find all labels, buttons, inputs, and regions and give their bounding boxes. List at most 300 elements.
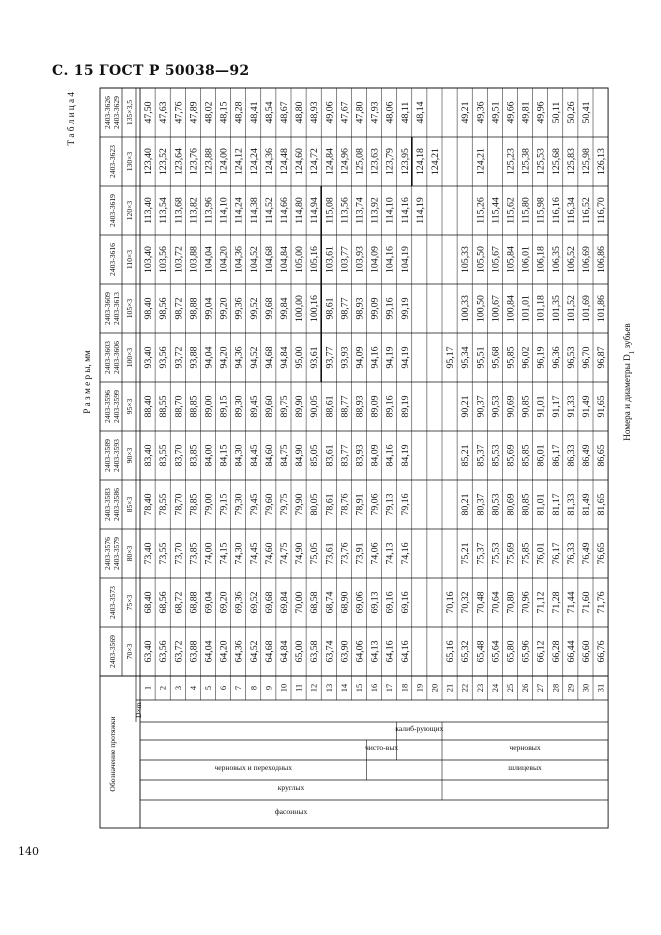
table-cell: 69,52 bbox=[248, 591, 260, 614]
table-cell: 124,21 bbox=[475, 148, 487, 175]
table-cell: 99,09 bbox=[369, 297, 381, 320]
column-size: 75×3 bbox=[125, 594, 134, 611]
table-cell: 123,52 bbox=[158, 148, 170, 175]
table-cell: 79,30 bbox=[233, 493, 245, 516]
column-code: 2403-3616 bbox=[108, 243, 117, 276]
table-cell: 71,28 bbox=[550, 591, 562, 614]
column-code: 2403-3569 bbox=[108, 635, 117, 668]
table-cell: 104,04 bbox=[203, 246, 215, 273]
table-cell: 69,68 bbox=[263, 591, 275, 614]
column-code: 2403-3606 bbox=[112, 341, 121, 374]
table-cell: 74,60 bbox=[263, 542, 275, 565]
table-cell: 74,75 bbox=[278, 542, 290, 565]
table-cell: 94,68 bbox=[263, 346, 275, 369]
table-cell: 66,60 bbox=[580, 640, 592, 663]
table-cell: 94,36 bbox=[233, 346, 245, 369]
table-cell: 78,91 bbox=[354, 493, 366, 516]
table-cell: 93,40 bbox=[143, 346, 155, 369]
column-size: 95×3 bbox=[125, 398, 134, 415]
table-cell: 125,23 bbox=[505, 148, 517, 175]
table-cell: 99,16 bbox=[384, 297, 396, 320]
table-cell: 83,77 bbox=[339, 444, 351, 467]
table-cell: 125,08 bbox=[354, 148, 366, 175]
table-cell: 70,00 bbox=[294, 591, 306, 614]
table-cell: 104,20 bbox=[218, 246, 230, 273]
table-cell: 75,53 bbox=[490, 542, 502, 565]
table-cell: 94,04 bbox=[203, 346, 215, 369]
table-cell: 99,04 bbox=[203, 297, 215, 320]
table-cell: 114,80 bbox=[294, 197, 306, 224]
table-cell: 125,38 bbox=[520, 148, 532, 175]
table-cell: 65,48 bbox=[475, 640, 487, 663]
table-cell: 84,60 bbox=[263, 444, 275, 467]
table-cell: 99,36 bbox=[233, 297, 245, 320]
table-cell: 96,87 bbox=[596, 346, 608, 369]
table-cell: 95,85 bbox=[505, 346, 517, 369]
table-cell: 83,55 bbox=[158, 444, 170, 467]
table-cell: 100,50 bbox=[475, 295, 487, 322]
table-cell: 98,93 bbox=[354, 297, 366, 320]
table-cell: 104,52 bbox=[248, 246, 260, 273]
table-cell: 66,28 bbox=[550, 640, 562, 663]
table-cell: 69,06 bbox=[354, 591, 366, 614]
table-cell: 115,08 bbox=[324, 197, 336, 224]
row-number: 11 bbox=[294, 683, 304, 693]
column-code: 2403-3586 bbox=[112, 488, 121, 521]
table-cell: 125,83 bbox=[565, 148, 577, 175]
table-cell: 96,36 bbox=[550, 346, 562, 369]
table-cell: 78,40 bbox=[143, 493, 155, 516]
table-cell: 63,74 bbox=[324, 640, 336, 663]
table-cell: 124,00 bbox=[218, 148, 230, 175]
row-number: 20 bbox=[430, 683, 440, 693]
table-cell: 70,32 bbox=[460, 591, 472, 614]
table-cell: 104,16 bbox=[384, 246, 396, 273]
table-cell: 104,19 bbox=[399, 246, 411, 273]
table-cell: 106,52 bbox=[565, 246, 577, 273]
column-size: 105×3 bbox=[125, 298, 134, 319]
table-cell: 96,19 bbox=[535, 346, 547, 369]
side-label: Номера и диаметры $D_1$ зубьев bbox=[622, 323, 637, 441]
table-cell: 114,52 bbox=[263, 197, 275, 224]
table-cell: 74,16 bbox=[399, 542, 411, 565]
table-cell: 75,05 bbox=[309, 542, 321, 565]
table-cell: 116,70 bbox=[596, 197, 608, 224]
table-cell: 83,85 bbox=[188, 444, 200, 467]
table-cell: 83,93 bbox=[354, 444, 366, 467]
table-cell: 78,70 bbox=[173, 493, 185, 516]
column-code: 2403-3593 bbox=[112, 439, 121, 472]
table-cell: 79,75 bbox=[278, 493, 290, 516]
table-cell: 69,04 bbox=[203, 591, 215, 614]
table-cell: 63,72 bbox=[173, 640, 185, 663]
table-cell: 113,74 bbox=[354, 197, 366, 224]
table-cell: 63,40 bbox=[143, 640, 155, 663]
table-cell: 104,84 bbox=[278, 246, 290, 273]
table-cell: 99,19 bbox=[399, 297, 411, 320]
table-cell: 48,11 bbox=[399, 101, 411, 124]
table-cell: 124,36 bbox=[263, 148, 275, 175]
table-cell: 123,76 bbox=[188, 148, 200, 175]
table-cell: 90,05 bbox=[309, 395, 321, 418]
table-cell: 74,06 bbox=[369, 542, 381, 565]
table-cell: 63,88 bbox=[188, 640, 200, 663]
table-cell: 84,00 bbox=[203, 444, 215, 467]
column-code: 2403-3629 bbox=[112, 96, 121, 129]
table-cell: 48,67 bbox=[278, 101, 290, 124]
table-cell: 65,64 bbox=[490, 640, 502, 663]
table-cell: 70,80 bbox=[505, 591, 517, 614]
table-cell: 86,49 bbox=[580, 444, 592, 467]
row-number: 2 bbox=[158, 685, 168, 691]
table-cell: 48,06 bbox=[384, 101, 396, 124]
table-cell: 48,15 bbox=[218, 101, 230, 124]
table-cell: 93,93 bbox=[339, 346, 351, 369]
table-cell: 74,90 bbox=[294, 542, 306, 565]
table-cell: 94,19 bbox=[399, 346, 411, 369]
table-cell: 78,55 bbox=[158, 493, 170, 516]
table-cell: 79,15 bbox=[218, 493, 230, 516]
table-cell: 74,45 bbox=[248, 542, 260, 565]
table-cell: 85,69 bbox=[505, 444, 517, 467]
table-cell: 123,40 bbox=[143, 148, 155, 175]
table-cell: 69,16 bbox=[384, 591, 396, 614]
row-number: 5 bbox=[203, 685, 213, 691]
table-cell: 106,35 bbox=[550, 246, 562, 273]
group-label: чисто-вых bbox=[364, 743, 399, 752]
table-cell: 96,70 bbox=[580, 346, 592, 369]
table-cell: 79,13 bbox=[384, 493, 396, 516]
table-cell: 88,77 bbox=[339, 395, 351, 418]
column-size: 85×3 bbox=[125, 496, 134, 513]
table-cell: 99,52 bbox=[248, 297, 260, 320]
table-cell: 49,06 bbox=[324, 101, 336, 124]
table-cell: 64,36 bbox=[233, 640, 245, 663]
table-cell: 81,65 bbox=[596, 493, 608, 516]
table-cell: 98,77 bbox=[339, 297, 351, 320]
table-cell: 85,05 bbox=[309, 444, 321, 467]
table-cell: 86,01 bbox=[535, 444, 547, 467]
table-cell: 115,44 bbox=[490, 197, 502, 224]
table-cell: 93,72 bbox=[173, 346, 185, 369]
table-cell: 104,68 bbox=[263, 246, 275, 273]
table-cell: 91,17 bbox=[550, 395, 562, 418]
table-cell: 116,16 bbox=[550, 197, 562, 224]
table-cell: 76,49 bbox=[580, 542, 592, 565]
column-code: 2403-3619 bbox=[108, 194, 117, 227]
table-cell: 124,84 bbox=[324, 148, 336, 175]
table-cell: 100,84 bbox=[505, 295, 517, 322]
table-cell: 81,17 bbox=[550, 493, 562, 516]
table-cell: 49,51 bbox=[490, 101, 502, 124]
table-cell: 95,00 bbox=[294, 346, 306, 369]
gost-table-4 bbox=[60, 80, 637, 840]
dxm-label: D×m bbox=[134, 702, 143, 718]
table-cell: 88,93 bbox=[354, 395, 366, 418]
table-cell: 93,61 bbox=[309, 346, 321, 369]
table-cell: 71,76 bbox=[596, 591, 608, 614]
table-cell: 115,98 bbox=[535, 197, 547, 224]
table-cell: 114,10 bbox=[384, 197, 396, 224]
table-cell: 103,56 bbox=[158, 246, 170, 273]
table-cell: 47,50 bbox=[143, 101, 155, 124]
table-cell: 47,80 bbox=[354, 101, 366, 124]
table-cell: 115,26 bbox=[475, 197, 487, 224]
table-cell: 79,06 bbox=[369, 493, 381, 516]
group-label: шлицевых bbox=[508, 763, 542, 772]
table-cell: 84,19 bbox=[399, 444, 411, 467]
table-cell: 85,37 bbox=[475, 444, 487, 467]
row-number: 16 bbox=[370, 683, 380, 693]
table-cell: 69,20 bbox=[218, 591, 230, 614]
table-cell: 94,52 bbox=[248, 346, 260, 369]
row-number: 9 bbox=[264, 685, 274, 691]
table-cell: 74,30 bbox=[233, 542, 245, 565]
table-cell: 88,70 bbox=[173, 395, 185, 418]
table-cell: 106,18 bbox=[535, 246, 547, 273]
table-cell: 70,48 bbox=[475, 591, 487, 614]
table-cell: 95,17 bbox=[445, 346, 457, 369]
row-number: 19 bbox=[415, 683, 425, 693]
column-size: 130×3 bbox=[125, 151, 134, 172]
column-code: 2403-3576 bbox=[103, 537, 112, 570]
table-cell: 64,68 bbox=[263, 640, 275, 663]
table-cell: 80,69 bbox=[505, 493, 517, 516]
row-number: 8 bbox=[249, 685, 259, 691]
table-cell: 83,70 bbox=[173, 444, 185, 467]
table-cell: 79,90 bbox=[294, 493, 306, 516]
dims-label: Р а з м е р ы, мм bbox=[82, 350, 92, 414]
table-cell: 65,96 bbox=[520, 640, 532, 663]
table-cell: 47,89 bbox=[188, 101, 200, 124]
table-cell: 68,56 bbox=[158, 591, 170, 614]
table-cell: 80,37 bbox=[475, 493, 487, 516]
table-cell: 105,16 bbox=[309, 246, 321, 273]
table-cell: 84,09 bbox=[369, 444, 381, 467]
table-cell: 116,52 bbox=[580, 197, 592, 224]
table-cell: 78,76 bbox=[339, 493, 351, 516]
column-code: 2403-3596 bbox=[103, 390, 112, 423]
table-cell: 64,84 bbox=[278, 640, 290, 663]
table-cell: 124,72 bbox=[309, 148, 321, 175]
column-size: 80×3 bbox=[125, 545, 134, 562]
table-cell: 89,30 bbox=[233, 395, 245, 418]
row-number: 30 bbox=[581, 683, 591, 693]
row-number: 25 bbox=[505, 683, 515, 693]
group-label: круглых bbox=[277, 783, 305, 792]
table-cell: 124,12 bbox=[233, 148, 245, 175]
row-number: 18 bbox=[400, 683, 410, 693]
column-size: 120×3 bbox=[125, 200, 134, 221]
table-cell: 106,86 bbox=[596, 246, 608, 273]
table-cell: 89,15 bbox=[218, 395, 230, 418]
table-cell: 84,30 bbox=[233, 444, 245, 467]
table-cell: 123,63 bbox=[369, 148, 381, 175]
table-cell: 126,13 bbox=[596, 148, 608, 175]
table-cell: 84,75 bbox=[278, 444, 290, 467]
table-cell: 70,16 bbox=[445, 591, 457, 614]
table-cell: 125,53 bbox=[535, 148, 547, 175]
row-number: 1 bbox=[143, 685, 153, 691]
table-cell: 73,70 bbox=[173, 542, 185, 565]
table-cell: 124,24 bbox=[248, 148, 260, 175]
table-cell: 84,90 bbox=[294, 444, 306, 467]
table-cell: 76,65 bbox=[596, 542, 608, 565]
column-size: 70×3 bbox=[125, 643, 134, 660]
page-header: С. 15 ГОСТ Р 50038—92 bbox=[52, 63, 250, 79]
table-cell: 114,24 bbox=[233, 197, 245, 224]
table-cell: 84,15 bbox=[218, 444, 230, 467]
table-cell: 79,45 bbox=[248, 493, 260, 516]
table-cell: 81,01 bbox=[535, 493, 547, 516]
table-cell: 91,49 bbox=[580, 395, 592, 418]
row-number: 24 bbox=[490, 683, 500, 693]
table-cell: 73,61 bbox=[324, 542, 336, 565]
table-cell: 48,93 bbox=[309, 101, 321, 124]
table-cell: 47,67 bbox=[339, 101, 351, 124]
table-cell: 95,68 bbox=[490, 346, 502, 369]
table-cell: 116,34 bbox=[565, 197, 577, 224]
table-cell: 98,40 bbox=[143, 297, 155, 320]
row-number: 10 bbox=[279, 683, 289, 693]
table-cell: 89,19 bbox=[399, 395, 411, 418]
table-cell: 114,19 bbox=[414, 197, 426, 224]
table-cell: 114,66 bbox=[278, 197, 290, 224]
table-cell: 73,76 bbox=[339, 542, 351, 565]
table-cell: 66,76 bbox=[596, 640, 608, 663]
table-cell: 81,33 bbox=[565, 493, 577, 516]
table-cell: 91,65 bbox=[596, 395, 608, 418]
table-cell: 98,56 bbox=[158, 297, 170, 320]
group-label: черновых bbox=[509, 743, 541, 752]
table-cell: 88,85 bbox=[188, 395, 200, 418]
table-cell: 125,98 bbox=[580, 148, 592, 175]
table-cell: 49,21 bbox=[460, 101, 472, 124]
table-cell: 101,01 bbox=[520, 295, 532, 322]
table-cell: 84,45 bbox=[248, 444, 260, 467]
table-cell: 94,84 bbox=[278, 346, 290, 369]
table-cell: 75,37 bbox=[475, 542, 487, 565]
table-cell: 101,18 bbox=[535, 295, 547, 322]
table-cell: 47,63 bbox=[158, 101, 170, 124]
column-code: 2403-3583 bbox=[103, 488, 112, 521]
table-cell: 113,56 bbox=[339, 197, 351, 224]
table-cell: 90,85 bbox=[520, 395, 532, 418]
table-cell: 80,21 bbox=[460, 493, 472, 516]
table-cell: 124,48 bbox=[278, 148, 290, 175]
table-cell: 79,00 bbox=[203, 493, 215, 516]
table-cell: 83,40 bbox=[143, 444, 155, 467]
table-cell: 79,16 bbox=[399, 493, 411, 516]
table-cell: 68,88 bbox=[188, 591, 200, 614]
table-cell: 95,34 bbox=[460, 346, 472, 369]
row-number: 7 bbox=[234, 685, 244, 691]
table-cell: 64,13 bbox=[369, 640, 381, 663]
table-cell: 124,21 bbox=[429, 148, 441, 175]
table-cell: 63,58 bbox=[309, 640, 321, 663]
table-cell: 90,21 bbox=[460, 395, 472, 418]
table-cell: 113,54 bbox=[158, 197, 170, 224]
table-cell: 101,52 bbox=[565, 295, 577, 322]
table-cell: 80,53 bbox=[490, 493, 502, 516]
row-number: 3 bbox=[173, 685, 183, 691]
row-number: 14 bbox=[339, 683, 349, 693]
table-cell: 73,55 bbox=[158, 542, 170, 565]
table-cell: 99,68 bbox=[263, 297, 275, 320]
table-cell: 89,16 bbox=[384, 395, 396, 418]
row-number: 22 bbox=[460, 683, 470, 693]
table-cell: 94,20 bbox=[218, 346, 230, 369]
table-cell: 76,01 bbox=[535, 542, 547, 565]
table-cell: 99,20 bbox=[218, 297, 230, 320]
table-cell: 98,72 bbox=[173, 297, 185, 320]
table-cell: 101,69 bbox=[580, 295, 592, 322]
table-cell: 85,53 bbox=[490, 444, 502, 467]
table-cell: 86,65 bbox=[596, 444, 608, 467]
table-cell: 123,64 bbox=[173, 148, 185, 175]
row-number: 29 bbox=[566, 683, 576, 693]
table-cell: 63,56 bbox=[158, 640, 170, 663]
row-number: 28 bbox=[551, 683, 561, 693]
table-cell: 89,75 bbox=[278, 395, 290, 418]
table-cell: 94,19 bbox=[384, 346, 396, 369]
table-cell: 47,93 bbox=[369, 101, 381, 124]
table-cell: 113,92 bbox=[369, 197, 381, 224]
table-cell: 48,02 bbox=[203, 101, 215, 124]
table-cell: 85,21 bbox=[460, 444, 472, 467]
table-cell: 103,88 bbox=[188, 246, 200, 273]
table-cell: 69,84 bbox=[278, 591, 290, 614]
table-cell: 91,33 bbox=[565, 395, 577, 418]
table-cell: 49,66 bbox=[505, 101, 517, 124]
table-label: Т а б л и ц а 4 bbox=[66, 92, 76, 146]
table-cell: 93,88 bbox=[188, 346, 200, 369]
table-cell: 123,95 bbox=[399, 148, 411, 175]
table-cell: 48,28 bbox=[233, 101, 245, 124]
table-cell: 123,79 bbox=[384, 148, 396, 175]
row-number: 12 bbox=[309, 683, 319, 693]
table-cell: 98,61 bbox=[324, 297, 336, 320]
table-cell: 93,56 bbox=[158, 346, 170, 369]
table-cell: 50,11 bbox=[550, 101, 562, 124]
table-cell: 90,53 bbox=[490, 395, 502, 418]
table-cell: 100,67 bbox=[490, 295, 502, 322]
table-cell: 103,72 bbox=[173, 246, 185, 273]
table-cell: 78,61 bbox=[324, 493, 336, 516]
column-code: 2403-3599 bbox=[112, 390, 121, 423]
column-code: 2403-3626 bbox=[103, 96, 112, 129]
table-cell: 124,96 bbox=[339, 148, 351, 175]
table-cell: 88,61 bbox=[324, 395, 336, 418]
table-cell: 80,85 bbox=[520, 493, 532, 516]
table-cell: 68,40 bbox=[143, 591, 155, 614]
table-cell: 89,90 bbox=[294, 395, 306, 418]
table-cell: 105,00 bbox=[294, 246, 306, 273]
group-label: фасонных bbox=[274, 807, 308, 816]
table-cell: 78,85 bbox=[188, 493, 200, 516]
col-header-title: Обозначение протяжки bbox=[108, 716, 117, 792]
table-cell: 76,33 bbox=[565, 542, 577, 565]
table-cell: 123,88 bbox=[203, 148, 215, 175]
table-cell: 64,16 bbox=[384, 640, 396, 663]
table-cell: 104,09 bbox=[369, 246, 381, 273]
table-cell: 71,12 bbox=[535, 591, 547, 614]
table-cell: 124,60 bbox=[294, 148, 306, 175]
table-cell: 64,06 bbox=[354, 640, 366, 663]
group-label: черновых и переходных bbox=[214, 763, 293, 772]
column-code: 2403-3623 bbox=[108, 145, 117, 178]
column-size: 90×3 bbox=[125, 447, 134, 464]
